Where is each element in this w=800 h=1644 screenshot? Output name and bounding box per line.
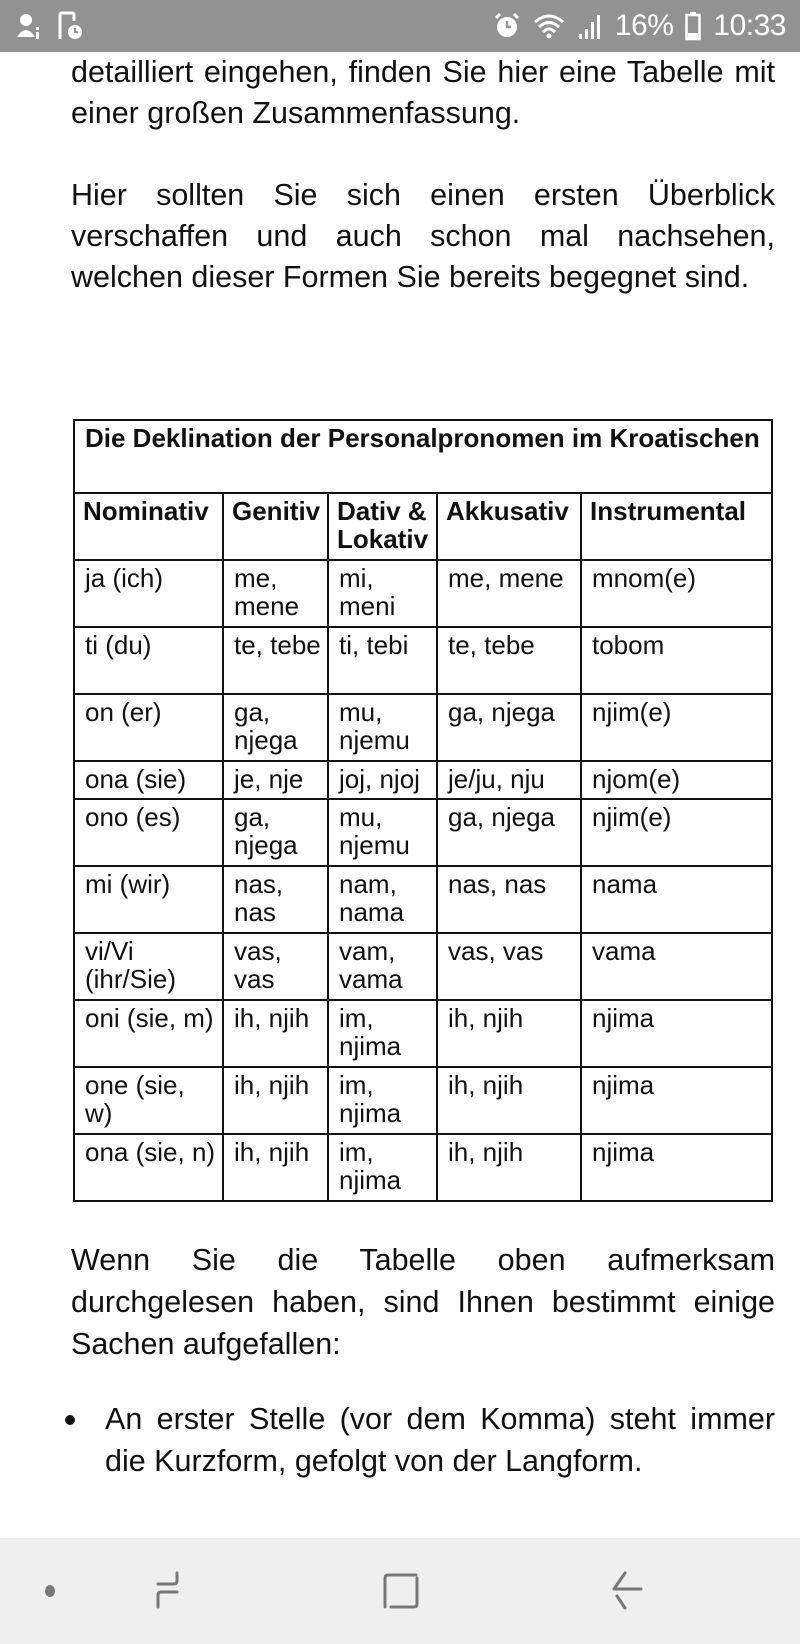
table-row (74, 799, 772, 866)
screen-timer-icon (56, 11, 84, 41)
table-cell: njom(e) (581, 761, 772, 799)
wifi-icon (533, 12, 565, 40)
table-cell: njim(e) (581, 799, 772, 866)
column-header: Nominativ (74, 493, 223, 560)
table-cell: ona (sie) (74, 761, 223, 799)
table-row (74, 627, 772, 694)
recent-apps-icon (155, 1569, 195, 1613)
table-cell: one (sie, w) (74, 1067, 223, 1134)
dot-icon (43, 1583, 57, 1599)
paragraph-intro-continued: detailliert eingehen, finden Sie hier eine Tabelle mit einer großen Zusammenfassung. (71, 55, 775, 130)
alarm-icon (493, 12, 521, 40)
table-cell: ih, njih (437, 1067, 581, 1134)
table-title: Die Deklination der Personalpronomen im Kroatischen (74, 420, 772, 493)
table-cell: te, tebe (223, 627, 328, 694)
table-cell: njima (581, 1134, 772, 1201)
column-header: Dativ & Lokativ (328, 493, 437, 560)
bullet-icon (65, 1415, 75, 1425)
table-row (74, 560, 772, 627)
table-cell: joj, njoj (328, 761, 437, 799)
table-cell: me, mene (437, 560, 581, 627)
battery-icon (685, 11, 701, 41)
table-cell: te, tebe (437, 627, 581, 694)
table-cell: ga, njega (437, 694, 581, 761)
table-cell: ih, njih (223, 1000, 328, 1067)
table-cell: ono (es) (74, 799, 223, 866)
table-cell: njim(e) (581, 694, 772, 761)
navigation-bar (0, 1538, 800, 1644)
table-row (74, 694, 772, 761)
table-cell: mu, njemu (328, 799, 437, 866)
table-title-row (74, 420, 772, 493)
table-cell: njima (581, 1000, 772, 1067)
recent-apps-button[interactable] (140, 1538, 210, 1644)
table-row (74, 1134, 772, 1201)
column-header: Instrumental (581, 493, 772, 560)
table-row (74, 1067, 772, 1134)
table-cell: ona (sie, n) (74, 1134, 223, 1201)
table-cell: vama (581, 933, 772, 1000)
table-cell: mnom(e) (581, 560, 772, 627)
bullet-list (50, 1398, 775, 1482)
table-cell: vam, vama (328, 933, 437, 1000)
list-item (50, 1398, 775, 1482)
table-cell: ga, njega (223, 694, 328, 761)
table-cell: nas, nas (223, 866, 328, 933)
table-cell: vi/Vi (ihr/Sie) (74, 933, 223, 1000)
table-cell: je/ju, nju (437, 761, 581, 799)
list-item-text: An erster Stelle (vor dem Komma) steht immer die Kurzform, gefolgt von der Langform. (105, 1402, 775, 1478)
paragraph-overview: Hier sollten Sie sich einen ersten Überblick verschaffen und auch schon mal nachsehen, welchen dieser Formen Sie bereits begegnet sind. (71, 178, 775, 294)
paragraph-after-table: Wenn Sie die Tabelle oben aufmerksam durchgelesen haben, sind Ihnen bestimmt einige Sachen aufgefallen: (71, 1243, 775, 1361)
table-cell: mu, njemu (328, 694, 437, 761)
table-cell: im, njima (328, 1067, 437, 1134)
table-cell: mi, meni (328, 560, 437, 627)
clock: 10:33 (713, 9, 786, 42)
status-bar-right (493, 9, 786, 43)
table-cell: nama (581, 866, 772, 933)
declension-table (73, 419, 773, 1202)
back-icon (605, 1569, 645, 1613)
article-content (71, 52, 775, 298)
table-cell: nas, nas (437, 866, 581, 933)
table-row (74, 933, 772, 1000)
table-cell: ih, njih (223, 1134, 328, 1201)
table-cell: je, nje (223, 761, 328, 799)
table-cell: nam, nama (328, 866, 437, 933)
table-cell: ih, njih (437, 1000, 581, 1067)
table-cell: ja (ich) (74, 560, 223, 627)
column-header: Genitiv (223, 493, 328, 560)
table-cell: on (er) (74, 694, 223, 761)
table-cell: oni (sie, m) (74, 1000, 223, 1067)
table-cell: ih, njih (223, 1067, 328, 1134)
back-button[interactable] (590, 1538, 660, 1644)
table-row (74, 1000, 772, 1067)
table-cell: tobom (581, 627, 772, 694)
table-cell: ti (du) (74, 627, 223, 694)
table-header-row (74, 493, 772, 560)
status-bar (0, 0, 800, 52)
table-cell: vas, vas (437, 933, 581, 1000)
dot-indicator-button[interactable] (30, 1538, 70, 1644)
table-row (74, 761, 772, 799)
table-cell: ih, njih (437, 1134, 581, 1201)
table-cell: ga, njega (437, 799, 581, 866)
table-cell: me, mene (223, 560, 328, 627)
signal-icon (577, 12, 603, 40)
status-bar-left (14, 11, 84, 41)
table-cell: ga, njega (223, 799, 328, 866)
home-icon (380, 1569, 420, 1613)
table-cell: njima (581, 1067, 772, 1134)
home-button[interactable] (365, 1538, 435, 1644)
table-cell: mi (wir) (74, 866, 223, 933)
table-cell: im, njima (328, 1134, 437, 1201)
table-cell: ti, tebi (328, 627, 437, 694)
table-cell: vas, vas (223, 933, 328, 1000)
table-cell: im, njima (328, 1000, 437, 1067)
table-row (74, 866, 772, 933)
battery-percent: 16% (614, 9, 674, 42)
person-info-icon (14, 11, 44, 41)
column-header: Akkusativ (437, 493, 581, 560)
